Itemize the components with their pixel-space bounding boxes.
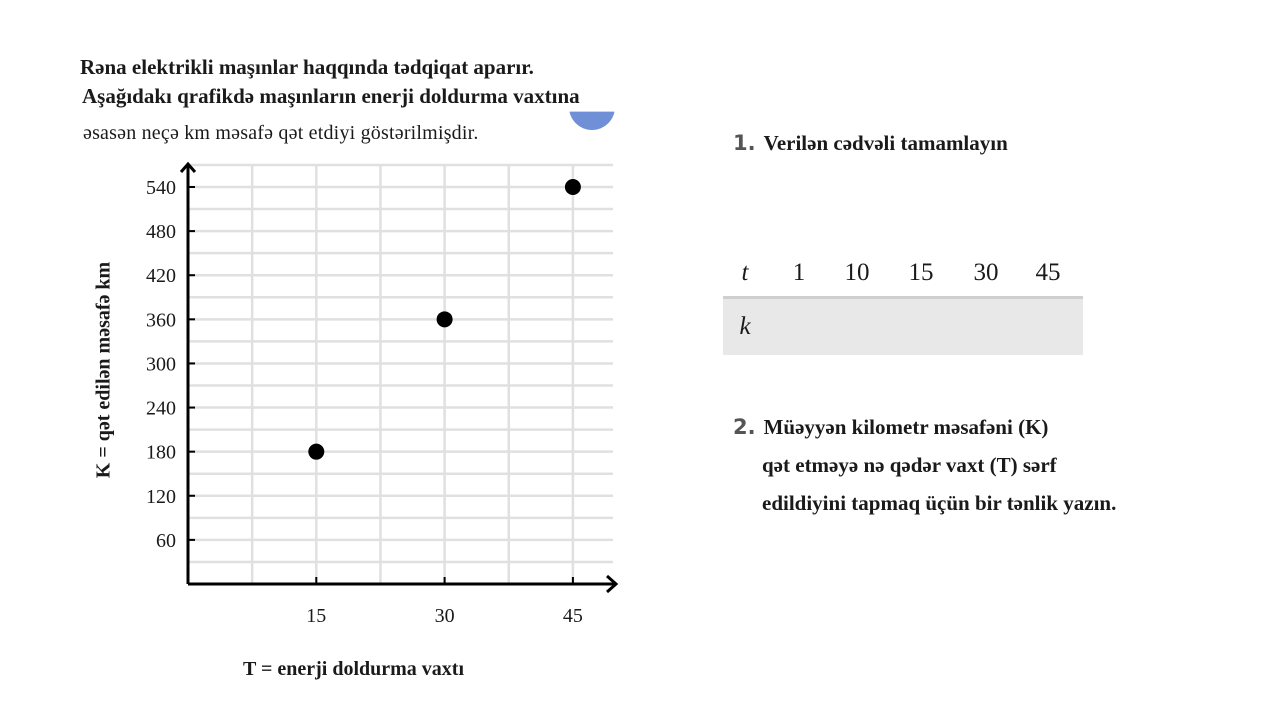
- table-cell-empty[interactable]: [1013, 298, 1083, 356]
- intro-line-3: əsasən neçə km məsafə qət etdiyi göstərilmişdir.: [83, 122, 479, 144]
- intro-line-1: Rəna elektrikli maşınlar haqqında tədqiqat aparır.: [80, 55, 534, 79]
- question-2-line-2: qət etməyə nə qədər vaxt (T) sərf: [762, 453, 1057, 477]
- table-cell-empty[interactable]: [767, 298, 831, 356]
- table-cell-empty[interactable]: [883, 298, 959, 356]
- x-axis-label: T = enerji doldurma vaxtı: [243, 658, 465, 680]
- table-cell: 10: [831, 250, 883, 298]
- y-tick-label: 420: [146, 265, 176, 288]
- data-point: [437, 311, 453, 327]
- question-1: [733, 131, 1008, 156]
- question-1-text: Verilən cədvəli tamamlayın: [763, 131, 1008, 155]
- table-row-k: [723, 298, 1083, 356]
- table-cell-empty[interactable]: [959, 298, 1013, 356]
- y-tick-label: 540: [146, 177, 176, 199]
- value-table: [723, 250, 1083, 355]
- y-tick-label: 360: [146, 309, 176, 332]
- table-cell: 30: [959, 250, 1013, 298]
- data-point: [565, 179, 581, 195]
- table-cell: 15: [883, 250, 959, 298]
- y-tick-label: 60: [156, 529, 176, 552]
- data-point: [308, 444, 324, 460]
- y-tick-label: 180: [146, 441, 176, 464]
- y-tick-label: 120: [146, 485, 176, 508]
- intro-line-2: Aşağıdakı qrafikdə maşınların enerji doldurma vaxtına: [82, 84, 580, 108]
- question-1-number: 1.: [733, 131, 756, 155]
- table-cell: 1: [767, 250, 831, 298]
- y-tick-label: 480: [146, 221, 176, 244]
- table-cell-empty[interactable]: [831, 298, 883, 356]
- x-tick-label: 30: [434, 605, 455, 627]
- table-label-k: k: [723, 298, 767, 356]
- x-tick-label: 45: [562, 605, 583, 627]
- x-tick-label: 15: [306, 605, 327, 627]
- question-2-line-1: Müəyyən kilometr məsafəni (K): [763, 415, 1049, 439]
- question-2-number: 2.: [733, 415, 756, 439]
- y-axis-label: K = qət edilən məsafə km: [92, 261, 115, 479]
- table-label-t: t: [723, 250, 767, 298]
- question-2-line-3: edildiyini tapmaq üçün bir tənlik yazın.: [762, 491, 1117, 515]
- y-tick-label: 240: [146, 397, 176, 420]
- table-cell: 45: [1013, 250, 1083, 298]
- table-row-t: [723, 250, 1083, 298]
- y-tick-label: 300: [146, 353, 176, 376]
- question-2: [733, 408, 1116, 522]
